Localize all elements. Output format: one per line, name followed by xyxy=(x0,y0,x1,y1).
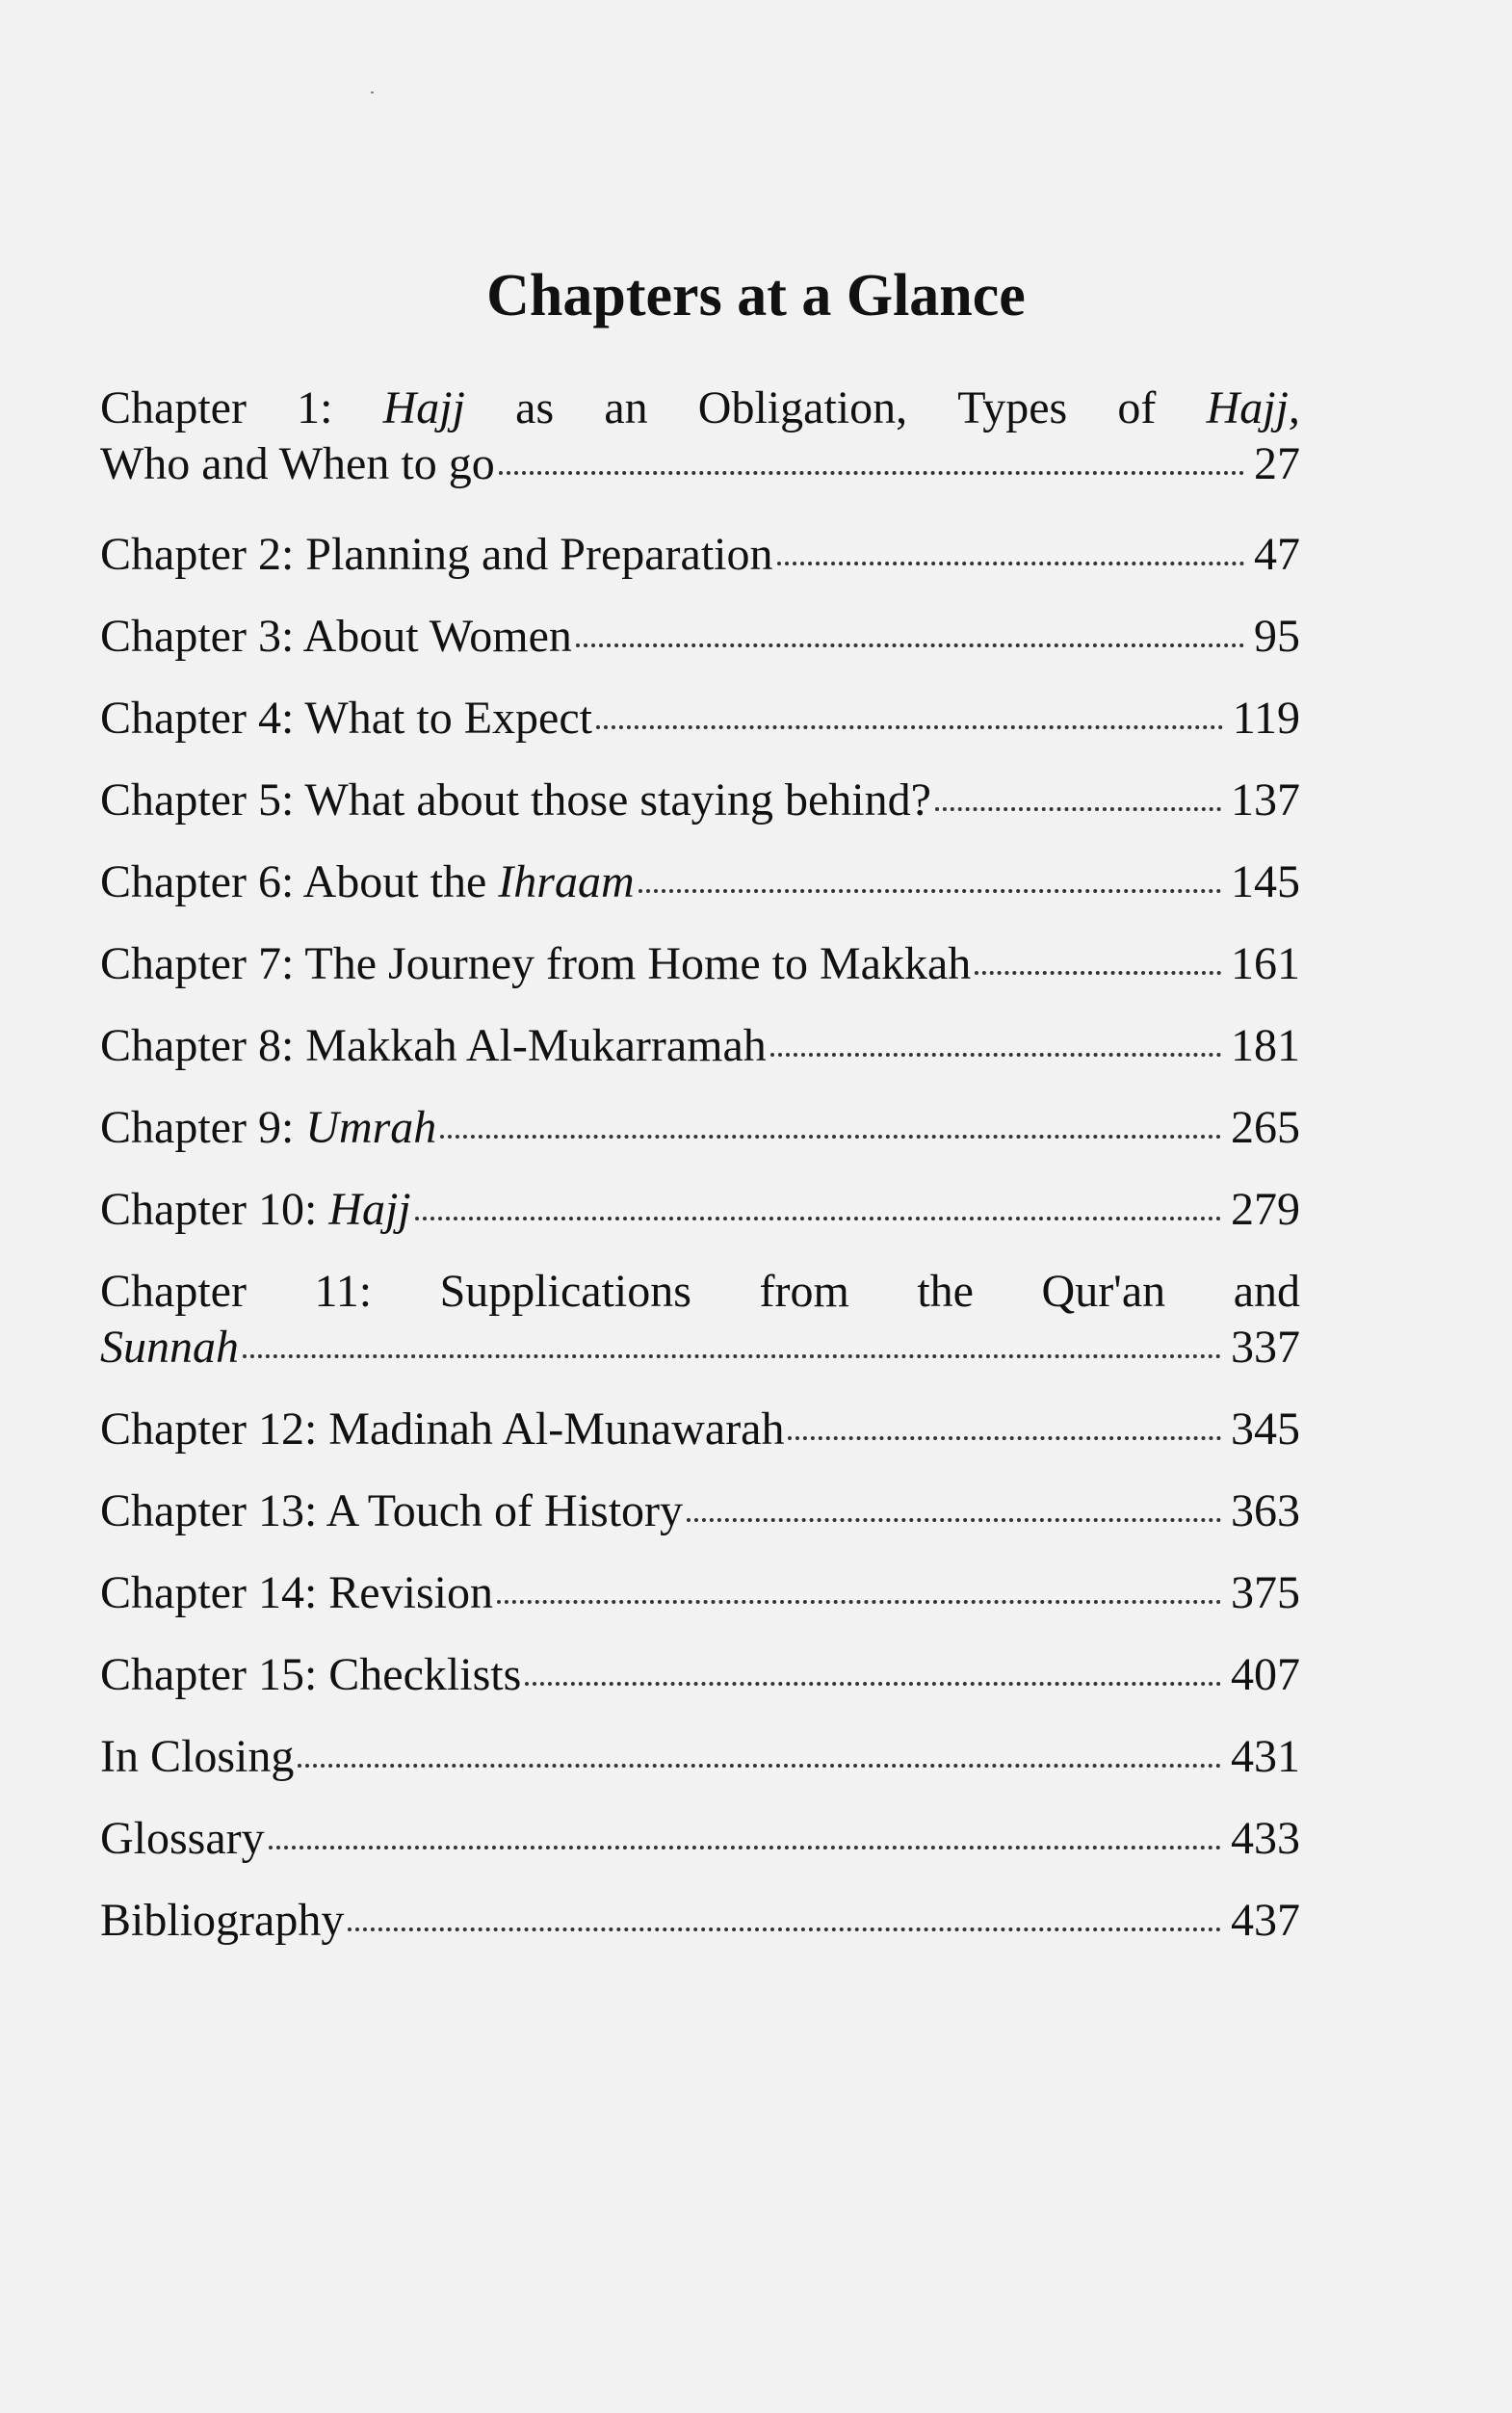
toc-label: Chapter 5: What about those staying behind? xyxy=(100,774,931,826)
toc-entry-chapter-15 xyxy=(100,1647,1300,1703)
toc-entry-line-1 xyxy=(100,1264,1300,1320)
page-number: 47 xyxy=(1254,529,1300,580)
word: Qur'an xyxy=(1041,1266,1166,1317)
page-title: Chapters at a Glance xyxy=(486,263,1026,328)
page-number: 431 xyxy=(1231,1731,1300,1782)
toc-label: Chapter 8: Makkah Al-Mukarramah xyxy=(100,1020,767,1071)
page-number: 27 xyxy=(1254,438,1300,489)
toc-entry-chapter-11 xyxy=(100,1264,1300,1376)
page-number: 345 xyxy=(1231,1403,1300,1455)
toc-entry-chapter-9 xyxy=(100,1100,1300,1156)
dot-leader xyxy=(348,1928,1221,1931)
label-italic: Umrah xyxy=(305,1102,437,1153)
page-number: 407 xyxy=(1231,1649,1300,1700)
label-text: Chapter 6: About the xyxy=(100,856,499,907)
dot-leader xyxy=(687,1518,1221,1522)
dot-leader xyxy=(639,889,1221,893)
toc-entry-line-2 xyxy=(100,1320,1300,1376)
word: Obligation, xyxy=(697,382,908,433)
dot-leader xyxy=(499,471,1244,475)
page-number: 95 xyxy=(1254,611,1300,662)
page-number: 265 xyxy=(1231,1102,1300,1153)
word: Hajj xyxy=(382,382,465,433)
dot-leader xyxy=(770,1053,1221,1057)
word: the xyxy=(917,1266,974,1317)
dot-leader xyxy=(243,1354,1221,1358)
dot-leader xyxy=(975,971,1221,975)
page-number: 279 xyxy=(1231,1184,1300,1235)
ink-speck xyxy=(371,92,374,93)
toc-entry-chapter-6 xyxy=(100,854,1300,910)
dot-leader xyxy=(935,807,1221,811)
label-text: Chapter 9: xyxy=(100,1102,306,1153)
dot-leader xyxy=(440,1135,1221,1139)
toc-label: Chapter 3: About Women xyxy=(100,611,572,662)
toc-entry-chapter-8 xyxy=(100,1018,1300,1074)
toc-label: Chapter 13: A Touch of History xyxy=(100,1485,684,1536)
toc-label: Bibliography xyxy=(100,1895,345,1946)
toc-entry-chapter-14 xyxy=(100,1565,1300,1621)
word: of xyxy=(1117,382,1157,433)
toc-entry-chapter-2 xyxy=(100,527,1300,583)
toc-label: Chapter 12: Madinah Al-Munawarah xyxy=(100,1403,785,1455)
toc-label xyxy=(100,854,635,910)
toc-entry-bibliography xyxy=(100,1893,1300,1949)
toc-entry-chapter-10 xyxy=(100,1182,1300,1238)
page-number: 375 xyxy=(1231,1567,1300,1618)
word: 11: xyxy=(314,1266,373,1317)
word: 1: xyxy=(297,382,333,433)
page-number: 145 xyxy=(1231,856,1300,907)
word: Types xyxy=(957,382,1068,433)
word: and xyxy=(1233,1266,1300,1317)
page-number: 433 xyxy=(1231,1813,1300,1864)
toc-label: Who and When to go xyxy=(100,438,495,489)
dot-leader xyxy=(525,1682,1221,1686)
toc-label: In Closing xyxy=(100,1731,295,1782)
page-number: 437 xyxy=(1231,1895,1300,1946)
word: Chapter xyxy=(100,382,247,433)
toc-entry-in-closing xyxy=(100,1729,1300,1785)
toc-label: Sunnah xyxy=(100,1322,239,1373)
dot-leader xyxy=(497,1600,1221,1604)
toc-entry-glossary xyxy=(100,1811,1300,1867)
toc-label: Chapter 7: The Journey from Home to Makkah xyxy=(100,938,972,989)
toc-entry-line-1 xyxy=(100,380,1300,436)
page-number: 181 xyxy=(1231,1020,1300,1071)
word: Supplications xyxy=(439,1266,691,1317)
table-of-contents xyxy=(100,380,1300,1949)
page-number: 161 xyxy=(1231,938,1300,989)
page-number: 363 xyxy=(1231,1485,1300,1536)
toc-entry-chapter-1 xyxy=(100,380,1300,492)
dot-leader xyxy=(269,1846,1221,1849)
dot-leader xyxy=(777,562,1244,565)
word: from xyxy=(759,1266,849,1317)
toc-entry-chapter-7 xyxy=(100,936,1300,992)
toc-entry-chapter-13 xyxy=(100,1483,1300,1539)
toc-entry-chapter-5 xyxy=(100,773,1300,828)
dot-leader xyxy=(596,725,1223,729)
toc-label: Chapter 2: Planning and Preparation xyxy=(100,529,773,580)
toc-entry-chapter-3 xyxy=(100,609,1300,665)
toc-label: Chapter 4: What to Expect xyxy=(100,693,592,744)
toc-entry-chapter-4 xyxy=(100,691,1300,747)
toc-entry-line-2 xyxy=(100,436,1300,492)
label-italic: Hajj xyxy=(328,1184,411,1235)
word: Hajj, xyxy=(1206,382,1300,433)
page-number: 337 xyxy=(1231,1322,1300,1373)
page-number: 137 xyxy=(1231,774,1300,826)
page-number: 119 xyxy=(1232,693,1300,744)
label-text: Chapter 10: xyxy=(100,1184,329,1235)
toc-label: Glossary xyxy=(100,1813,265,1864)
label-italic: Ihraam xyxy=(498,856,635,907)
word: as xyxy=(515,382,555,433)
word: an xyxy=(604,382,648,433)
dot-leader xyxy=(298,1764,1221,1768)
toc-entry-chapter-12 xyxy=(100,1402,1300,1457)
word: Chapter xyxy=(100,1266,247,1317)
toc-label xyxy=(100,1100,436,1156)
toc-label: Chapter 15: Checklists xyxy=(100,1649,522,1700)
dot-leader xyxy=(576,643,1244,647)
toc-label xyxy=(100,1182,411,1238)
toc-label: Chapter 14: Revision xyxy=(100,1567,493,1618)
dot-leader xyxy=(788,1436,1221,1440)
dot-leader xyxy=(415,1217,1221,1220)
